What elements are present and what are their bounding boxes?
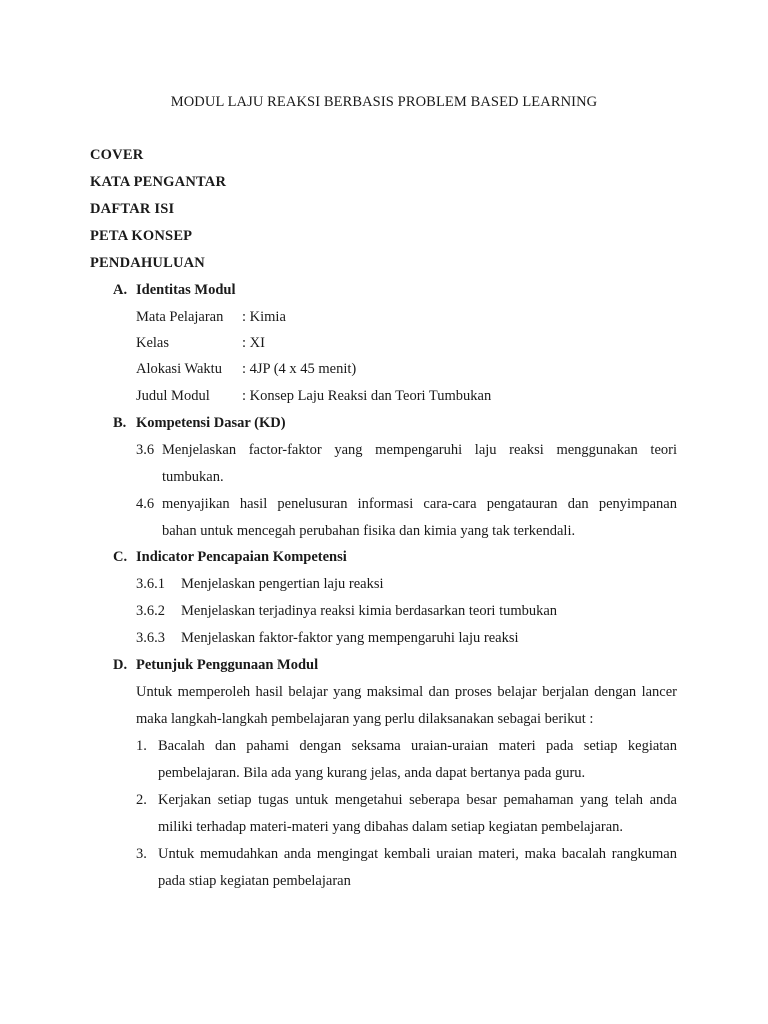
field-value: : Kimia (242, 309, 286, 325)
field-value: : Konsep Laju Reaksi dan Teori Tumbukan (242, 388, 492, 404)
section-c-title: Indicator Pencapaian Kompetensi (136, 549, 347, 565)
step-text-line: pada stiap kegiatan pembelajaran (158, 873, 351, 889)
section-d-letter: D. (113, 657, 128, 673)
toc-item-pendahuluan: PENDAHULUAN (90, 255, 205, 271)
indicator-text: Menjelaskan pengertian laju reaksi (181, 576, 384, 592)
field-label: Mata Pelajaran (136, 309, 224, 325)
field-label: Judul Modul (136, 388, 210, 404)
document-title: MODUL LAJU REAKSI BERBASIS PROBLEM BASED LEARNING (170, 94, 598, 110)
step-text-line: Untuk memudahkan anda mengingat kembali uraian materi, maka bacalah rangkuman (158, 846, 677, 862)
intro-line: Untuk memperoleh hasil belajar yang maksimal dan proses belajar berjalan dengan lancer (136, 684, 677, 700)
step-number: 2. (136, 792, 147, 808)
kd-text-line: menyajikan hasil penelusuran informasi cara-cara pengatauran dan penyimpanan (162, 496, 677, 512)
step-text-line: miliki terhadap materi-materi yang dibahas dalam setiap kegiatan pembelajaran. (158, 819, 624, 835)
field-label: Kelas (136, 335, 170, 351)
section-c-letter: C. (113, 549, 128, 565)
table-of-contents (90, 146, 226, 281)
indicator-text: Menjelaskan faktor-faktor yang mempengaruhi laju reaksi (181, 630, 519, 646)
step-text-line: Kerjakan setiap tugas untuk mengetahui seberapa besar pemahaman yang telah anda (158, 792, 677, 808)
step-number: 3. (136, 846, 147, 862)
toc-item-kata-pengantar: KATA PENGANTAR (90, 174, 227, 190)
step-text-line: Bacalah dan pahami dengan seksama uraian-uraian materi pada setiap kegiatan (158, 738, 677, 754)
kd-text-line: tumbukan. (162, 469, 224, 485)
section-a-letter: A. (113, 282, 128, 298)
field-value: : 4JP (4 x 45 menit) (242, 361, 357, 377)
indicator-text: Menjelaskan terjadinya reaksi kimia berdasarkan teori tumbukan (181, 603, 558, 619)
section-b-title: Kompetensi Dasar (KD) (136, 415, 286, 431)
section-b-letter: B. (113, 415, 127, 431)
step-text-line: pembelajaran. Bila ada yang kurang jelas, anda dapat bertanya pada guru. (158, 765, 586, 781)
kd-text-line: bahan untuk mencegah perubahan fisika dan kimia yang tak terkendali. (162, 523, 576, 539)
toc-item-peta-konsep: PETA KONSEP (90, 228, 193, 244)
toc-item-cover: COVER (90, 147, 144, 163)
section-d-title: Petunjuk Penggunaan Modul (136, 657, 319, 673)
field-label: Alokasi Waktu (136, 361, 222, 377)
intro-line: maka langkah-langkah pembelajaran yang perlu dilaksanakan sebagai berikut : (136, 711, 594, 727)
kd-text-line: Menjelaskan factor-faktor yang mempengaruhi laju reaksi menggunakan teori (162, 442, 677, 458)
indicator-number: 3.6.3 (136, 630, 165, 646)
toc-item-daftar-isi: DAFTAR ISI (90, 201, 175, 217)
kd-number: 4.6 (136, 496, 155, 512)
kd-number: 3.6 (136, 442, 155, 458)
field-value: : XI (242, 335, 265, 351)
step-number: 1. (136, 738, 147, 754)
section-a-title: Identitas Modul (136, 282, 236, 298)
indicator-number: 3.6.2 (136, 603, 165, 619)
indicator-number: 3.6.1 (136, 576, 165, 592)
